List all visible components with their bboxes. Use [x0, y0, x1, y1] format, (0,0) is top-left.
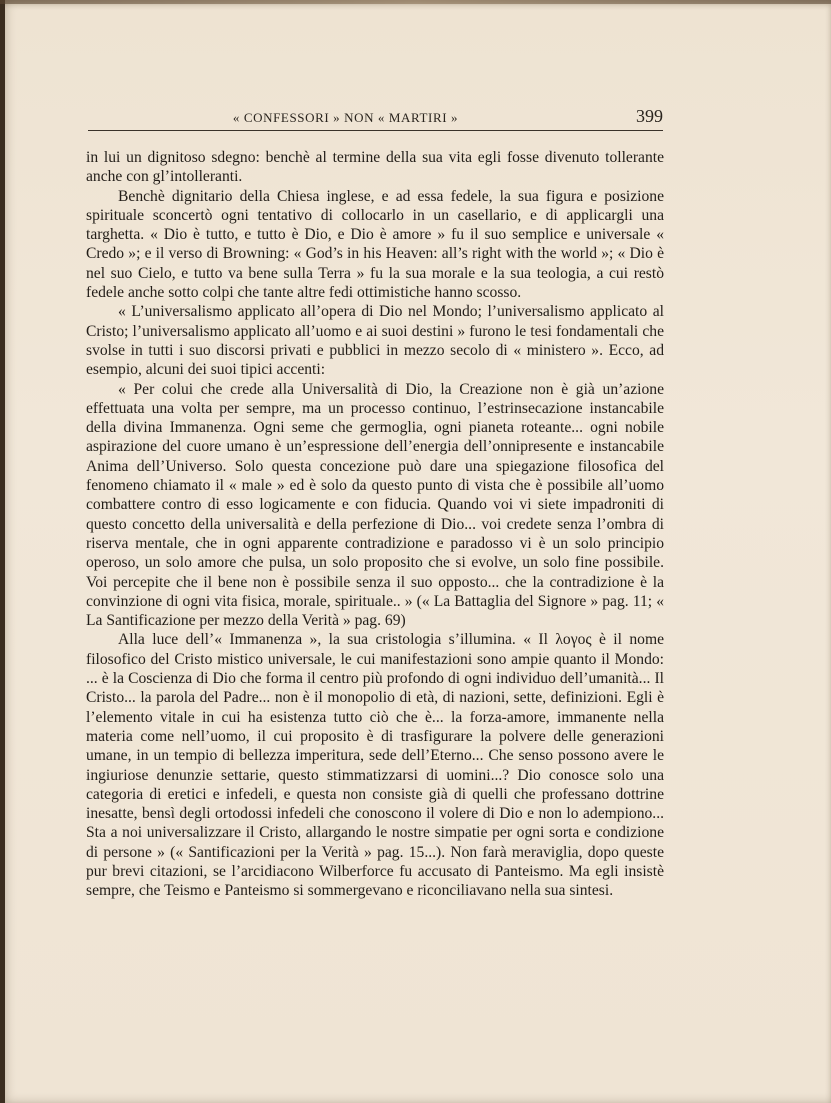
paragraph: Benchè dignitario della Chiesa inglese, e ad essa fedele, la sua figura e posizione spirituale sconcertò ogni tentativo di collocarlo in un casellario, e di applicargli una targhetta. « Dio è tutto, e tutto è Dio, e Dio è amore » fu il suo semplice e universale « Credo »; e il verso di Browning: « God’s in his Heaven: all’s right with the world »; « Dio è nel suo Cielo, e tutto va bene sulla Terra » fu la sua morale e la sua teologia, a cui restò fedele anche sotto colpi che tante altre fedi ottimistiche hanno scosso. — [86, 187, 664, 302]
paragraph-continuation: in lui un dignitoso sdegno: benchè al termine della sua vita egli fosse divenuto tollerante anche con gl’intolleranti. — [86, 149, 664, 186]
running-title: « CONFESSORI » NON « MARTIRI » — [232, 110, 459, 125]
book-spine-edge — [0, 0, 5, 1103]
paragraph-quotation: « Per colui che crede alla Universalità di Dio, la Creazione non è già un’azione effettuata una volta per sempre, ma un processo continuo, l’estrinsecazione instancabile della divina Immanenza. Ogni seme che germoglia, ogni pianeta roteante... ogni nobile aspirazione del cuore umano è un’espressione dell’energia dell’onnipresente e instancabile Anima dell’Universo. Solo questa concezione può dare una spiegazione filosofica del fenomeno chiamato il « male » ed è solo da questo punto di vista che è possibile all’uomo combattere contro di esso logicamente e con fiducia. Quando voi vi siete impadroniti di questo concetto della universalità e della perfezione di Dio... voi credete senza l’ombra di riserva mentale, che in ogni apparente contradizione e paradosso vi è un solo principio operoso, un solo amore che pulsa, un solo proposito che si evolve, un solo fine possibile. Voi percepite che il bene non è possibile senza il suo opposto... che la contradizione è la convinzione di ogni vita fisica, morale, spirituale.. » (« La Battaglia del Signore » pag. 11; « La Santificazione per mezzo della Verità » pag. 69) — [86, 380, 664, 630]
header-rule — [88, 130, 663, 131]
page-top-edge — [0, 0, 831, 4]
running-header — [88, 106, 663, 128]
body-text — [86, 148, 664, 901]
paragraph: « L’universalismo applicato all’opera di Dio nel Mondo; l’universalismo applicato al Cristo; l’universalismo applicato all’uomo e ai suoi destini » furono le tesi fondamentali che svolse in tutti i suo discorsi privati e pubblici in mezzo secolo di « ministero ». Ecco, ad esempio, alcuni dei suoi tipici accenti: — [86, 303, 664, 379]
paragraph: Alla luce dell’« Immanenza », la sua cristologia s’illumina. « Il λογος è il nome filosofico del Cristo mistico universale, le cui manifestazioni sono ampie quanto il Mondo: ... è la Coscienza di Dio che forma il centro più profondo di ogni individuo dell’umanità... Il Cristo... la parola del Padre... non è il monopolio di età, di nazioni, sette, definizioni. Egli è l’elemento vitale in cui ha esistenza tutto ciò che è... la forza-amore, immanente nella materia come nell’uomo, il cui proposito è di trasfigurare la polvere delle generazioni umane, in un tempio di bellezza imperitura, sede dell’Eterno... Che senso possono avere le ingiuriose denunzie settarie, questo stimmatizzarsi di uomini...? Dio conosce solo una categoria di eretici e infedeli, e questa non consiste già di quelli che professano dottrine inesatte, bensì degli ortodossi infedeli che conoscono il volere di Dio e non lo adempiono... Sta a noi universalizzare il Cristo, allargando le nostre simpatie per ogni sorta e condizione di persone » (« Santificazioni per la Verità » pag. 15...). Non farà meraviglia, dopo queste pur brevi citazioni, se l’arcidiacono Wilberforce fu accusato di Panteismo. Ma egli insistè sempre, che Teismo e Panteismo si sommergevano e riconciliavano nella sua sintesi. — [86, 631, 664, 900]
page-number: 399 — [636, 106, 663, 126]
